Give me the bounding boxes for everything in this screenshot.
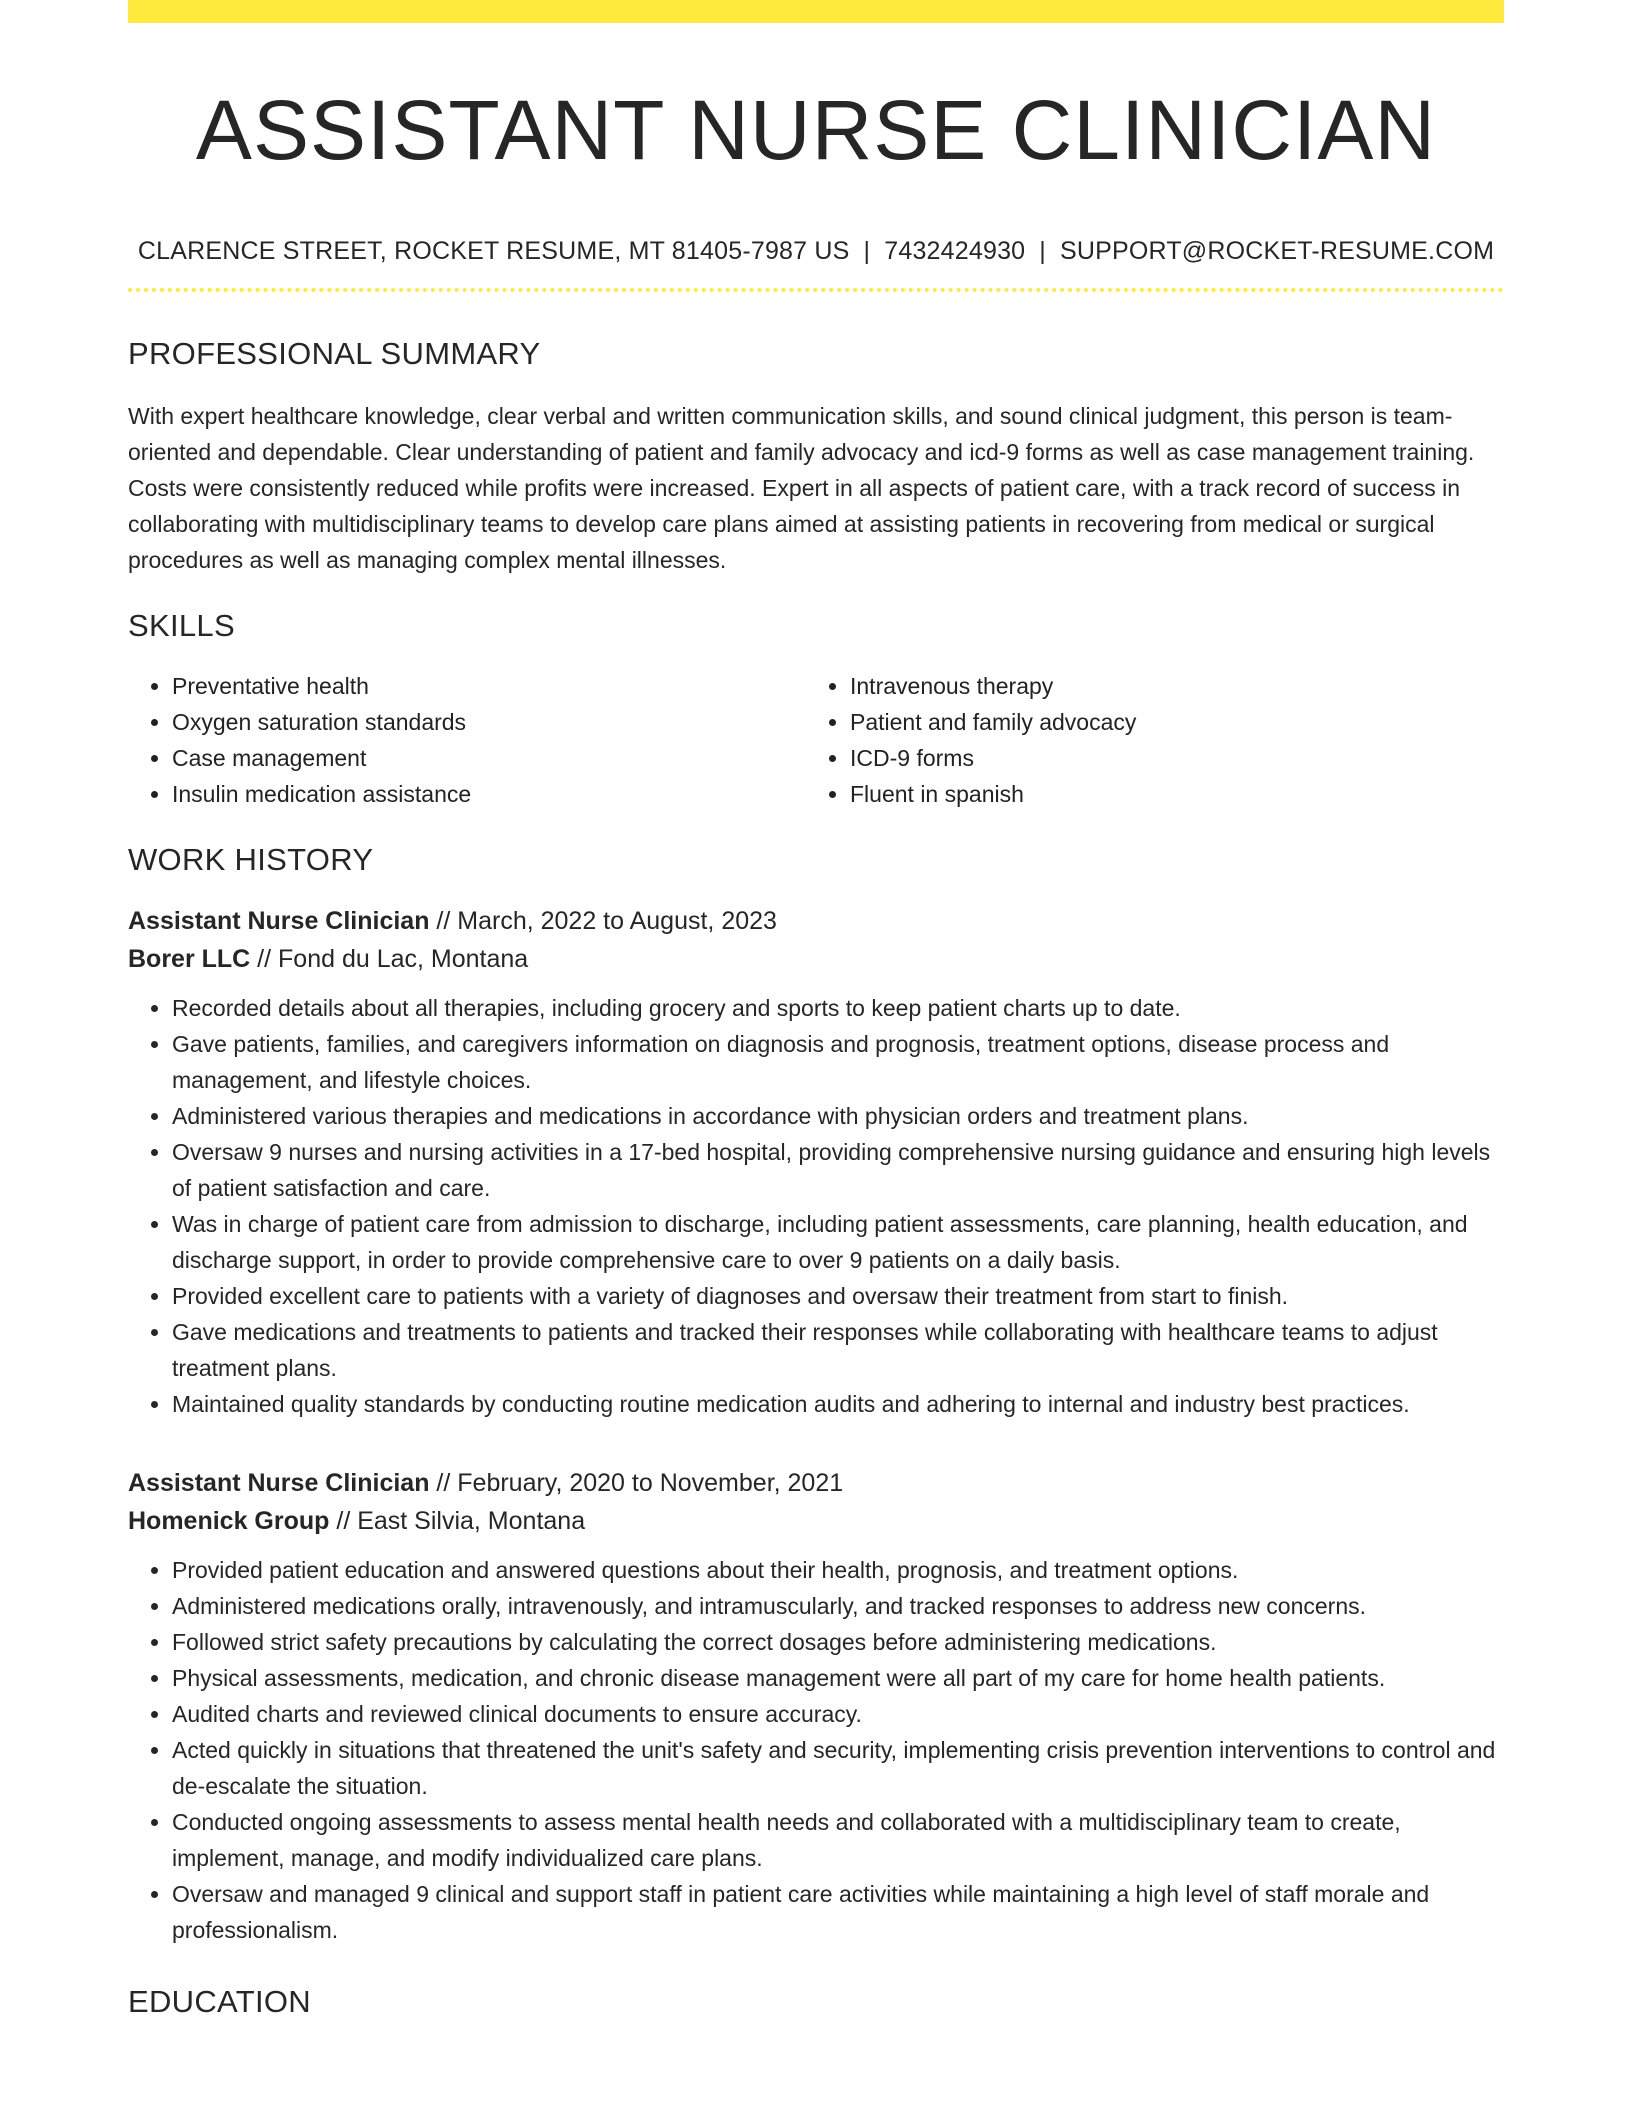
skill-item: • Intravenous therapy — [850, 668, 1484, 704]
resume-title: ASSISTANT NURSE CLINICIAN — [195, 83, 1437, 177]
job-bullet: • Provided excellent care to patients with a variety of diagnoses and oversaw their treatment from start to finish. — [172, 1278, 1504, 1314]
skill-item: • ICD-9 forms — [850, 740, 1484, 776]
phone-text: 7432424930 — [884, 237, 1026, 265]
skills-columns — [128, 668, 1504, 812]
job-bullet: • Was in charge of patient care from admission to discharge, including patient assessments, care planning, health education, and discharge support, in order to provide comprehensive care to over 9 patients on a daily basis. — [172, 1206, 1504, 1278]
email-text: SUPPORT@ROCKET-RESUME.COM — [1060, 237, 1495, 265]
resume-page — [128, 0, 1504, 2022]
skill-item: • Insulin medication assistance — [172, 776, 806, 812]
job-dates: // February, 2020 to November, 2021 — [429, 1469, 844, 1497]
summary-text: With expert healthcare knowledge, clear verbal and written communication skills, and sound clinical judgment, this person is team-oriented and dependable. Clear understanding of patient and family advocacy and icd-9 forms as well as case management training. Costs were consistently reduced while profits were increased. Expert in all aspects of patient care, with a track record of success in collaborating with multidisciplinary teams to develop care plans aimed at assisting patients in recovering from medical or surgical procedures as well as managing complex mental illnesses. — [128, 403, 1475, 573]
job-bullet: • Oversaw and managed 9 clinical and support staff in patient care activities while maintaining a high level of staff morale and professionalism. — [172, 1876, 1504, 1948]
job-bullet: • Recorded details about all therapies, including grocery and sports to keep patient charts up to date. — [172, 990, 1504, 1026]
job-location: // East Silvia, Montana — [329, 1507, 586, 1535]
address-text: CLARENCE STREET, ROCKET RESUME, MT 81405-7987 US — [137, 237, 850, 265]
job-bullet: • Maintained quality standards by conducting routine medication audits and adhering to internal and industry best practices. — [172, 1386, 1504, 1422]
job-company: Borer LLC — [128, 945, 251, 973]
job-company: Homenick Group — [128, 1507, 330, 1535]
job-company-line — [128, 940, 1504, 978]
skills-section — [128, 606, 1504, 812]
work-history-heading: WORK HISTORY — [128, 842, 374, 877]
job-bullet: • Administered medications orally, intravenously, and intramuscularly, and tracked responses to address new concerns. — [172, 1588, 1504, 1624]
job-bullet: • Gave medications and treatments to patients and tracked their responses while collaborating with healthcare teams to adjust treatment plans. — [172, 1314, 1504, 1386]
job-bullets — [128, 990, 1504, 1422]
job-title-line — [128, 1464, 1504, 1502]
skill-item: • Oxygen saturation standards — [172, 704, 806, 740]
contact-line — [128, 236, 1504, 266]
dotted-divider — [128, 288, 1504, 292]
skill-item: • Fluent in spanish — [850, 776, 1484, 812]
skills-heading: SKILLS — [128, 608, 235, 643]
skill-item: • Preventative health — [172, 668, 806, 704]
job-bullet: • Acted quickly in situations that threatened the unit's safety and security, implementing crisis prevention interventions to control and de-escalate the situation. — [172, 1732, 1504, 1804]
job-bullet: • Audited charts and reviewed clinical documents to ensure accuracy. — [172, 1696, 1504, 1732]
job-title: Assistant Nurse Clinician — [128, 1469, 430, 1497]
skill-item: • Patient and family advocacy — [850, 704, 1484, 740]
contact-separator: | — [1039, 237, 1046, 265]
skill-item: • Case management — [172, 740, 806, 776]
job-location: // Fond du Lac, Montana — [250, 945, 529, 973]
work-history-section — [128, 840, 1504, 1948]
job-bullet: • Provided patient education and answered questions about their health, prognosis, and treatment options. — [172, 1552, 1504, 1588]
job-bullet: • Administered various therapies and medications in accordance with physician orders and treatment plans. — [172, 1098, 1504, 1134]
job-company-line — [128, 1502, 1504, 1540]
summary-heading: PROFESSIONAL SUMMARY — [128, 336, 541, 371]
job-bullet: • Conducted ongoing assessments to assess mental health needs and collaborated with a multidisciplinary team to create, implement, manage, and modify individualized care plans. — [172, 1804, 1504, 1876]
job-bullet: • Oversaw 9 nurses and nursing activities in a 17-bed hospital, providing comprehensive nursing guidance and ensuring high levels of patient satisfaction and care. — [172, 1134, 1504, 1206]
job-bullet: • Followed strict safety precautions by calculating the correct dosages before administering medications. — [172, 1624, 1504, 1660]
job-title-line — [128, 902, 1504, 940]
job-bullet: • Gave patients, families, and caregivers information on diagnosis and prognosis, treatment options, disease process and management, and lifestyle choices. — [172, 1026, 1504, 1098]
job-bullet: • Physical assessments, medication, and chronic disease management were all part of my care for home health patients. — [172, 1660, 1504, 1696]
skills-left-list — [128, 668, 806, 812]
job-bullets — [128, 1552, 1504, 1948]
job-title: Assistant Nurse Clinician — [128, 907, 430, 935]
summary-section — [128, 334, 1504, 578]
job-dates: // March, 2022 to August, 2023 — [429, 907, 777, 935]
education-section — [128, 1982, 1504, 2022]
education-heading: EDUCATION — [128, 1984, 311, 2019]
contact-separator: | — [863, 237, 871, 265]
skills-right-list — [806, 668, 1484, 812]
